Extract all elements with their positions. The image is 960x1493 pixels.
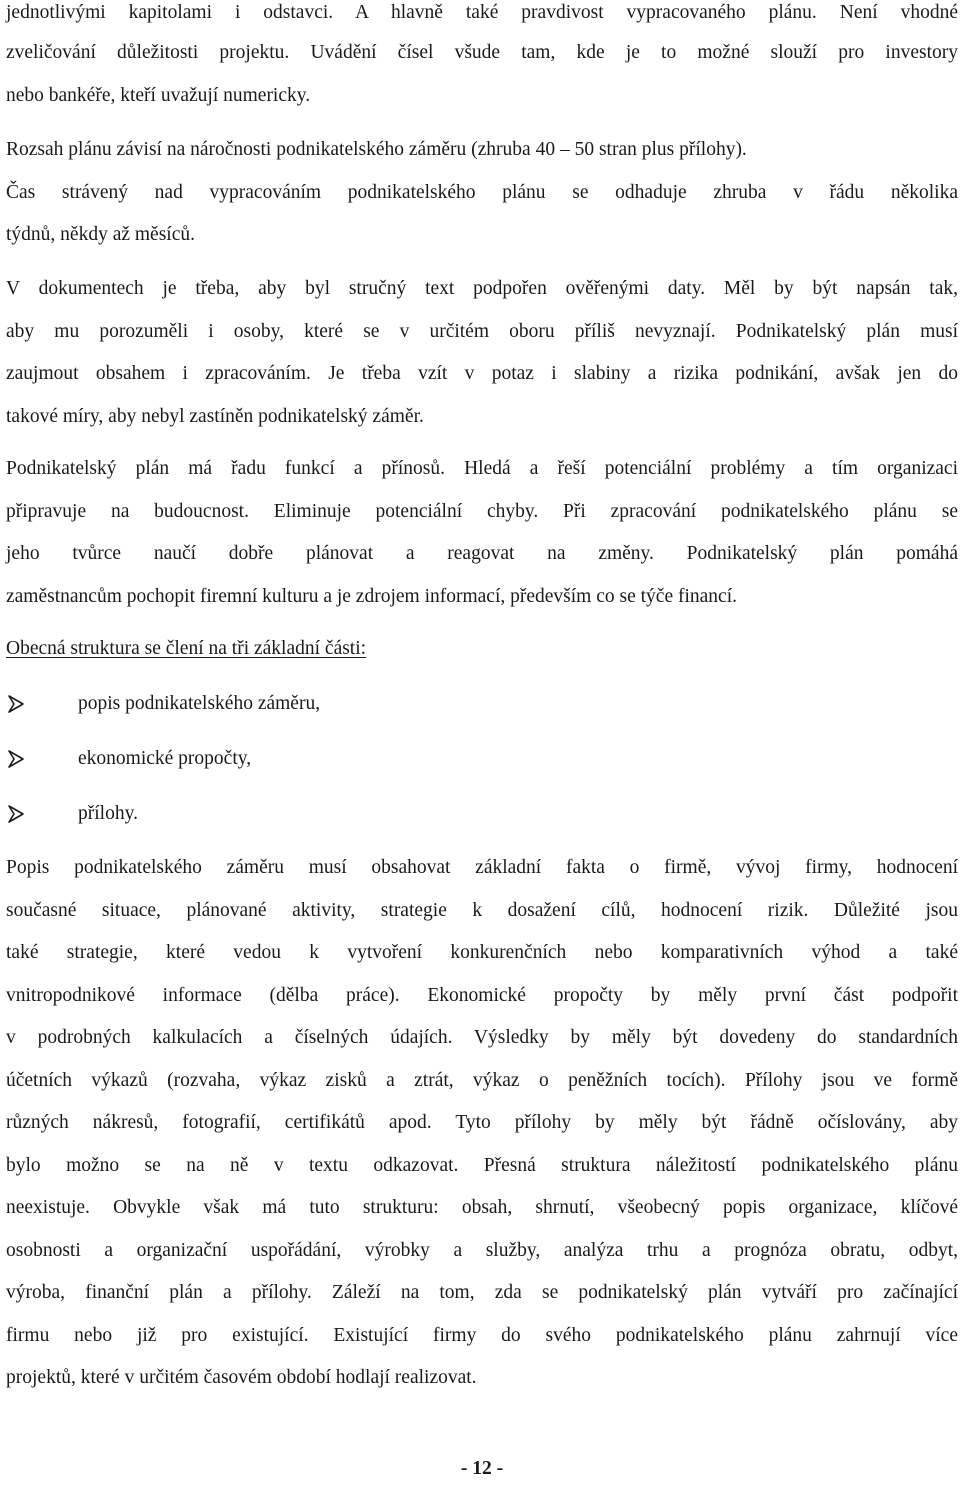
text-line: takové míry, aby nebyl zastíněn podnikatelský záměr.: [6, 406, 424, 427]
text-line: neexistuje. Obvykle však má tuto strukturu: obsah, shrnutí, všeobecný popis organizace, klíčové: [6, 1197, 958, 1218]
list-item: [6, 801, 138, 827]
text-line: jednotlivými kapitolami i odstavci. A hlavně také pravdivost vypracovaného plánu. Není vhodné: [6, 2, 958, 23]
text-line: také strategie, které vedou k vytvoření konkurenčních nebo komparativních výhod a také: [6, 942, 958, 963]
text-line: zaujmout obsahem i zpracováním. Je třeba vzít v potaz i slabiny a rizika podnikání, avšak jen do: [6, 363, 958, 384]
text-line: současné situace, plánované aktivity, strategie k dosažení cílů, hodnocení rizik. Důležité jsou: [6, 900, 958, 921]
arrowhead-bullet-icon: [6, 804, 26, 824]
text-line: bylo možno se na ně v textu odkazovat. Přesná struktura náležitostí podnikatelského plánu: [6, 1155, 958, 1176]
text-line: připravuje na budoucnost. Eliminuje potenciální chyby. Při zpracování podnikatelského plánu se: [6, 501, 958, 522]
text-line: týdnů, někdy až měsíců.: [6, 224, 195, 245]
text-line: vnitropodnikové informace (dělba práce). Ekonomické propočty by měly první část podpořit: [6, 985, 958, 1006]
text-line: projektů, které v určitém časovém období hodlají realizovat.: [6, 1367, 477, 1388]
text-line: Popis podnikatelského záměru musí obsahovat základní fakta o firmě, vývoj firmy, hodnocení: [6, 857, 958, 878]
text-line: výroba, finanční plán a přílohy. Záleží na tom, zda se podnikatelský plán vytváří pro začínající: [6, 1282, 958, 1303]
text-line: zaměstnancům pochopit firemní kulturu a je zdrojem informací, především co se týče financí.: [6, 586, 737, 607]
text-line: v podrobných kalkulacích a číselných údajích. Výsledky by měly být dovedeny do standardních: [6, 1027, 958, 1048]
text-line: účetních výkazů (rozvaha, výkaz zisků a ztrát, výkaz o peněžních tocích). Přílohy jsou ve formě: [6, 1070, 958, 1091]
arrowhead-bullet-icon: [6, 749, 26, 769]
text-line: jeho tvůrce naučí dobře plánovat a reagovat na změny. Podnikatelský plán pomáhá: [6, 543, 958, 564]
text-line: Podnikatelský plán má řadu funkcí a přínosů. Hledá a řeší potenciální problémy a tím organizaci: [6, 458, 958, 479]
text-line: osobnosti a organizační uspořádání, výrobky a služby, analýza trhu a prognóza obratu, odbyt,: [6, 1240, 958, 1261]
page-number: - 12 -: [460, 1458, 504, 1479]
text-line: nebo bankéře, kteří uvažují numericky.: [6, 85, 311, 106]
text-line: aby mu porozuměli i osoby, které se v určitém oboru příliš nevyznají. Podnikatelský plán musí: [6, 321, 958, 342]
text-line: zveličování důležitosti projektu. Uvádění čísel všude tam, kde je to možné slouží pro investory: [6, 42, 958, 63]
text-line: V dokumentech je třeba, aby byl stručný text podpořen ověřenými daty. Měl by být napsán tak,: [6, 278, 958, 299]
structure-heading: Obecná struktura se člení na tři základní části:: [6, 638, 367, 659]
arrowhead-bullet-icon: [6, 694, 26, 714]
text-line: různých nákresů, fotografií, certifikátů apod. Tyto přílohy by měly být řádně očíslovány, aby: [6, 1112, 958, 1133]
text-line: firmu nebo již pro existující. Existující firmy do svého podnikatelského plánu zahrnují více: [6, 1325, 958, 1346]
list-item: [6, 691, 320, 717]
list-item-text: popis podnikatelského záměru,: [78, 693, 321, 714]
list-item-text: ekonomické propočty,: [78, 748, 252, 769]
text-line: Rozsah plánu závisí na náročnosti podnikatelského záměru (zhruba 40 – 50 stran plus přílohy).: [6, 139, 747, 160]
list-item: [6, 746, 251, 772]
list-item-text: přílohy.: [78, 803, 138, 824]
text-line: Čas strávený nad vypracováním podnikatelského plánu se odhaduje zhruba v řádu několika: [6, 182, 958, 203]
